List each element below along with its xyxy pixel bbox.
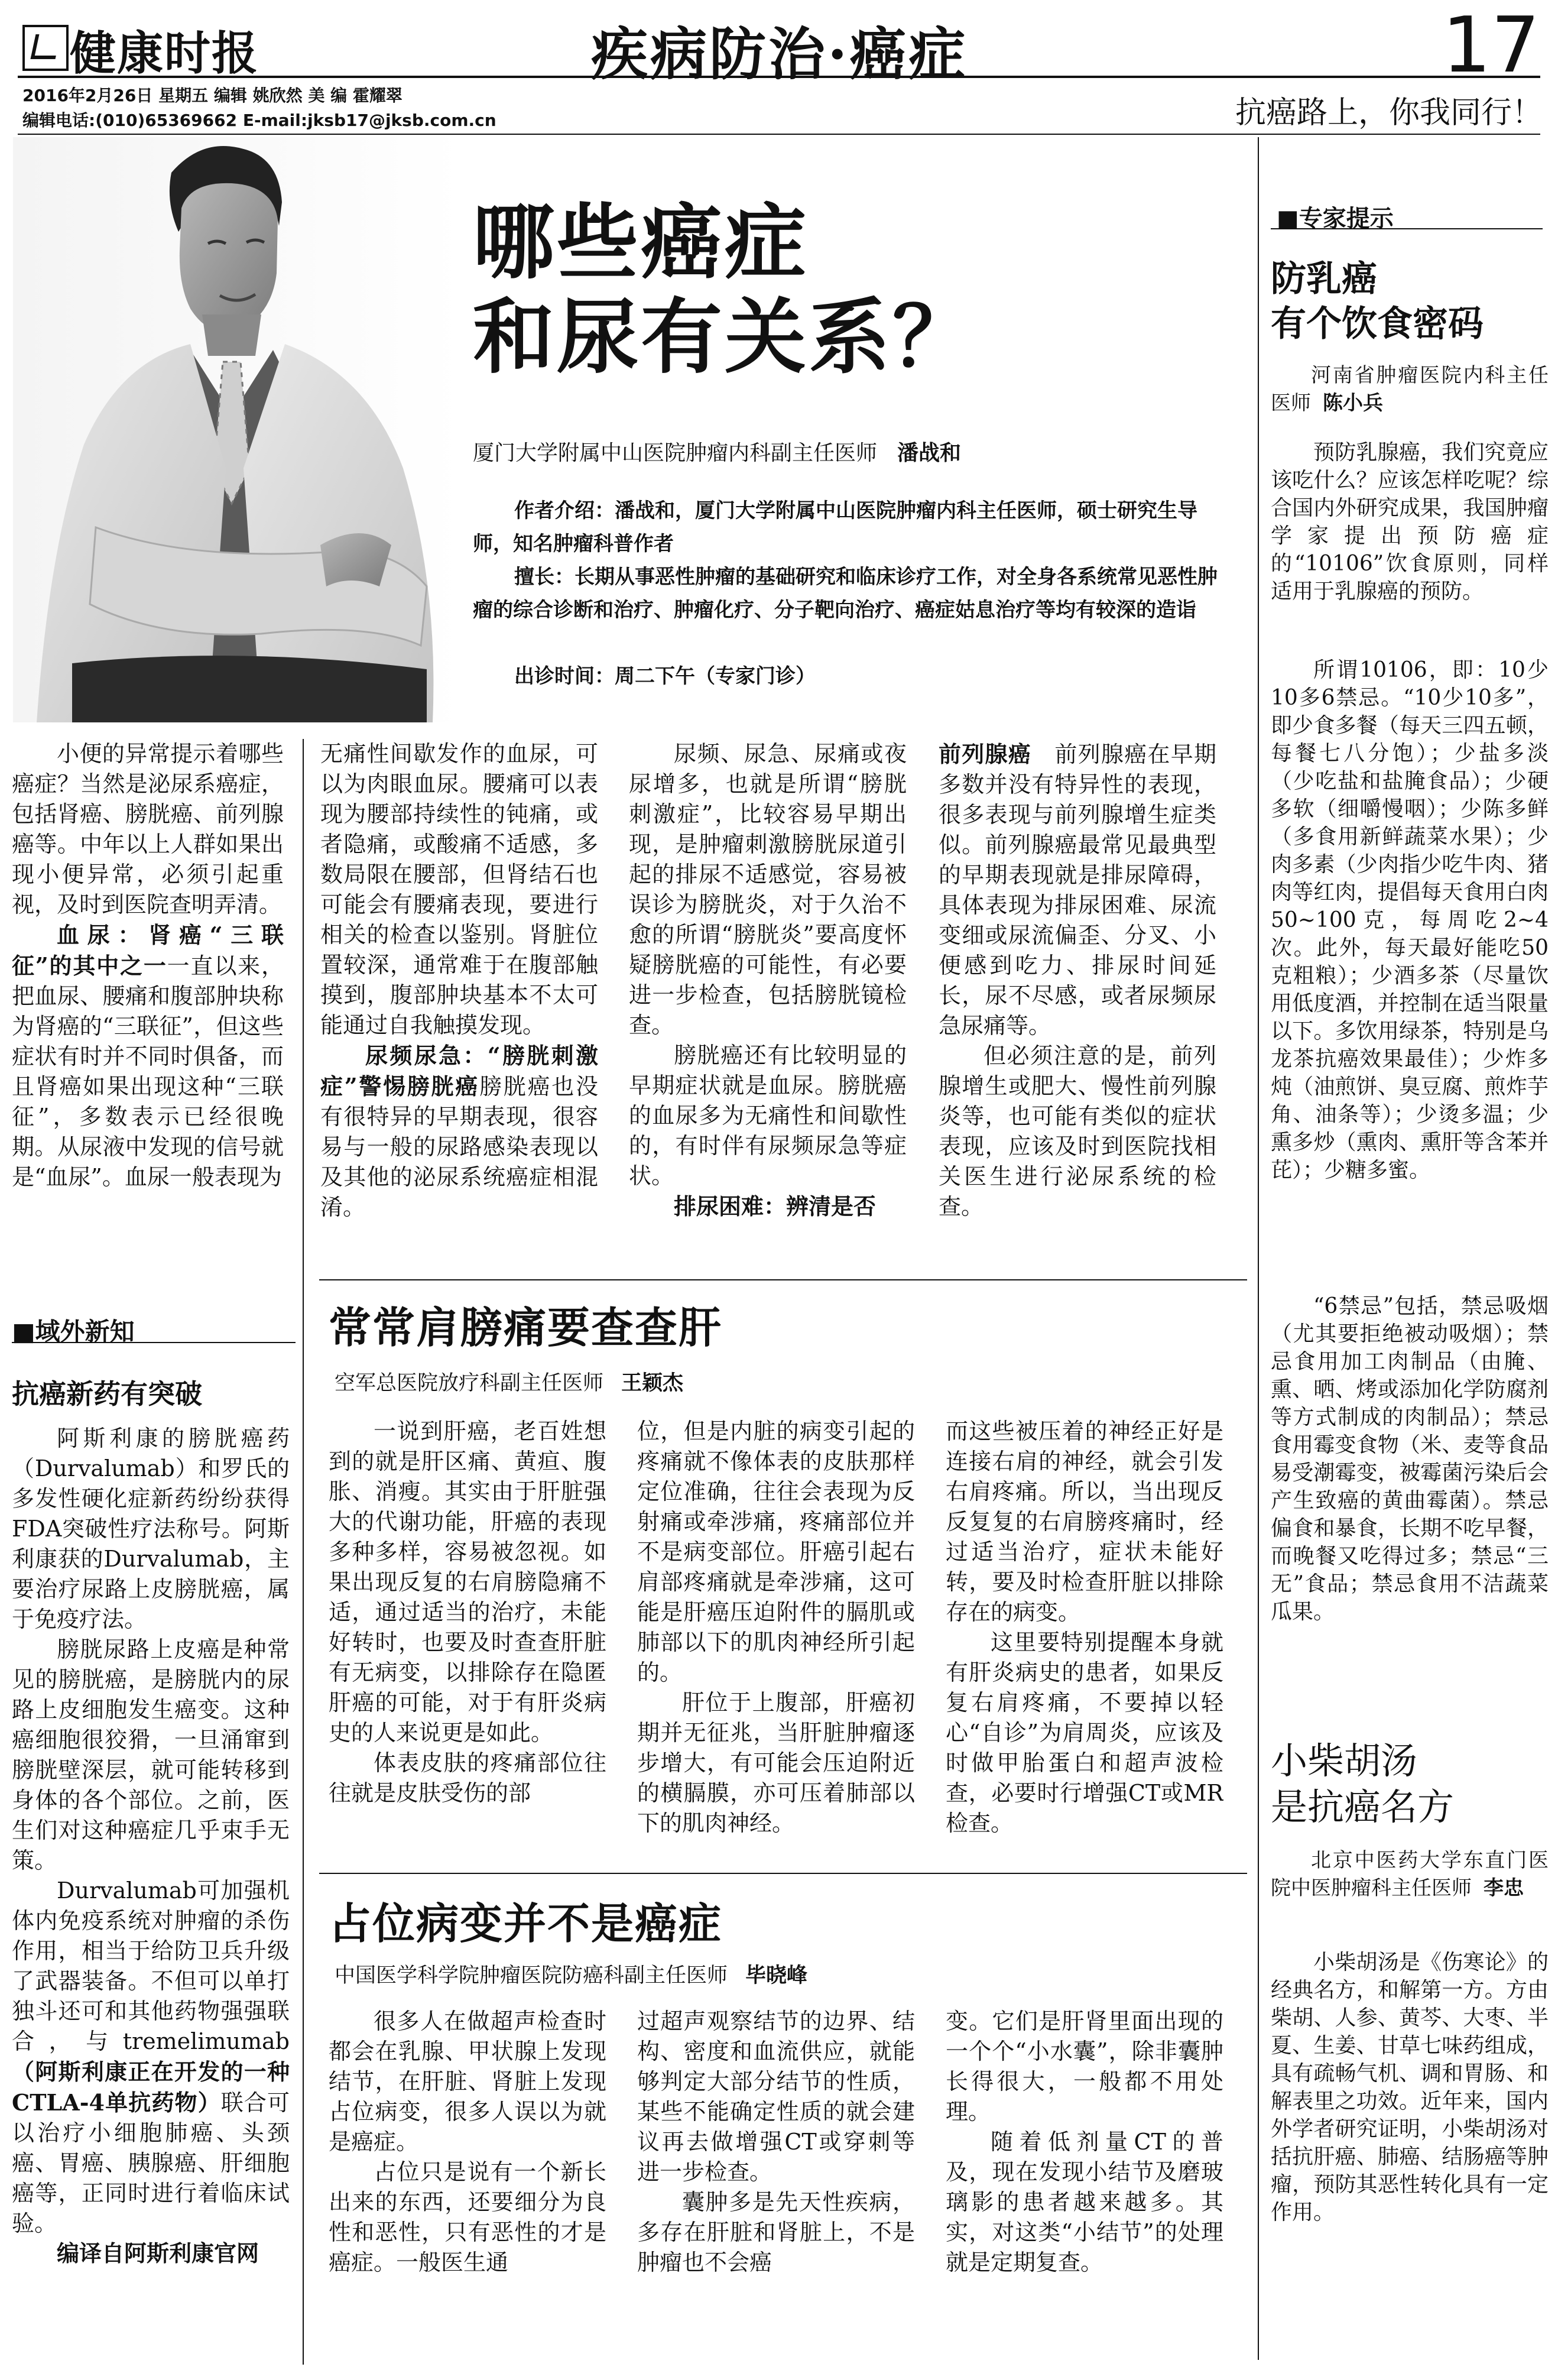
page-number: 17 (1442, 0, 1540, 90)
lesion-byline-org: 中国医学科学院肿瘤医院防癌科副主任医师 (335, 1964, 728, 1987)
lesion-col1-paragraph-1: 很多人在做超声检查时都会在乳腺、甲状腺上发现结节，在肝脏、肾脏上发现占位病变，很多人误以为就是癌症。 (329, 2008, 606, 2155)
meta-rule (18, 134, 1540, 135)
byline-org: 厦门大学附属中山医院肿瘤内科副主任医师 (473, 441, 878, 465)
news-title: 抗癌新药有突破 (12, 1378, 202, 1410)
sidebar-author-1: 河南省肿瘤医院内科主任医师 陈小兵 (1271, 364, 1549, 415)
sidebar-paragraph-4: 小柴胡汤是《伤寒论》的经典名方，和解第一方。方由柴胡、人参、黄芩、大枣、半夏、生姜、甘草七味药组成，具有疏畅气机、调和胃肠、和解表里之功效。近年来，国内外学者研究证明，小柴胡汤对括抗肝癌、肺癌、结肠癌等肿瘤，预防其恶性转化具有一定作用。 (1271, 1950, 1549, 2225)
news-label: ■域外新知 (12, 1317, 135, 1346)
shoulder-byline-name: 王颖杰 (621, 1371, 684, 1395)
newspaper-logo-icon (22, 25, 69, 71)
shoulder-col3-paragraph-1: 而这些被压着的神经正好是连接右肩的神经，就会引发右肩疼痛。所以，当出现反反复复的右肩膀疼痛时，经过适当治疗，症状未能好转，要及时检查肝脏以排除存在的病变。 (946, 1418, 1223, 1625)
lead-col1-paragraph-2: 一直以来，把血尿、腰痛和腹部肿块称为肾癌的“三联征”，但这些症状有时并不同时俱备，而且肾癌如果出现这种“三联征”，多数表示已经很晚期。从尿液中发现的信号就是“血尿”。血尿一般表现为 (12, 953, 284, 1190)
lead-col4-paragraph-1: 前列腺癌在早期多数并没有特异性的表现，很多表现与前列腺增生症类似。前列腺癌最常见最典型的早期表现就是排尿障碍，具体表现为排尿困难、尿流变细或尿流偏歪、分叉、小便感到吃力、排尿时间延长，尿不尽感，或者尿频尿急尿痛等。 (939, 741, 1216, 1039)
lead-column-2 (320, 739, 598, 1271)
shoulder-col2-paragraph-2: 肝位于上腹部，肝癌初期并无征兆，当肝脏肿瘤逐步增大，有可能会压迫附近的横膈膜，亦可压着肺部以下的肌肉神经。 (637, 1690, 915, 1836)
lead-article-bottom-rule (319, 1279, 1247, 1280)
intro-label: 作者介绍： (514, 499, 615, 523)
sidebar-divider (1258, 137, 1259, 2360)
news-paragraph-3b: （阿斯利康正在开发的一种CTLA-4单抗药物） (12, 2058, 290, 2116)
lesion-col3-paragraph-2: 随着低剂量CT的普及，现在发现小结节及磨玻璃影的患者越来越多。其实，对这类“小结节”的处理就是定期复查。 (946, 2129, 1223, 2275)
lesion-headline: 占位病变并不是癌症 (329, 1899, 723, 1948)
shoulder-col1-paragraph-2: 体表皮肤的疼痛部位往往就是皮肤受伤的部 (329, 1750, 606, 1806)
news-rule (12, 1342, 296, 1343)
lead-col3-subhead: 排尿困难：辨清是否 (674, 1193, 877, 1220)
shoulder-byline (335, 1367, 683, 1396)
sidebar-label: ■专家提示 (1277, 205, 1394, 232)
sidebar-paragraph-2: 所谓10106，即：10少10多6禁忌。“10少10多”，即少食多餐（每天三四五顿，每餐七八分饱）；少盐多淡（少吃盐和盐腌食品）；少硬多软（细嚼慢咽）；少陈多鲜（多食用新鲜蔬菜水果）；少肉多素（少肉指少吃牛肉、猪肉等红肉，提倡每天食用白肉50~100克，每周吃2~4次。此外，每天最好能吃50克粗粮）；少酒多茶（尽量饮用低度酒，并控制在适当限量以下。多饮用绿茶，特别是乌龙茶抗癌效果最佳）；少炸多炖（油煎饼、臭豆腐、煎炸芋角、油条等）；少烫多温；少熏多炒（熏肉、熏肝等含苯并芘）；少糖多蜜。 (1271, 658, 1549, 1182)
author-skill (473, 560, 1223, 627)
slogan: 抗癌路上，你我同行！ (1235, 95, 1543, 131)
sidebar-title-1-line-1: 防乳癌 (1271, 258, 1377, 300)
sidebar-title-2-line-2: 是抗癌名方 (1271, 1785, 1455, 1828)
news-source: 编译自阿斯利康官网 (57, 2240, 259, 2266)
lesion-col2-paragraph-1: 过超声观察结节的边界、结构、密度和血流供应，就能够判定大部分结节的性质，某些不能确定性质的就会建议再去做增强CT或穿刺等进一步检查。 (637, 2008, 915, 2185)
sidebar-title-1-line-2: 有个饮食密码 (1271, 303, 1484, 345)
shoulder-col1-paragraph-1: 一说到肝癌，老百姓想到的就是肝区痛、黄疸、腹胀、消瘦。其实由于肝脏强大的代谢功能，肝癌的表现多种多样，容易被忽视。如果出现反复的右肩膀隐痛不适，通过适当的治疗，未能好转时，也要及时查查肝脏有无病变，以排除存在隐匿肝癌的可能，对于有肝炎病史的人来说更是如此。 (329, 1418, 606, 1746)
sidebar-title-2-line-1: 小柴胡汤 (1271, 1739, 1418, 1782)
lead-col2-paragraph-1: 无痛性间歇发作的血尿，可以为肉眼血尿。腰痛可以表现为腰部持续性的钝痛，或者隐痛，或酸痛不适感，多数局限在腰部，但肾结石也可能会有腰痛表现，要进行相关的检查以鉴别。肾脏位置较深，通常难于在腹部触摸到，腹部肿块基本不太可能通过自我触摸发现。 (320, 741, 598, 1038)
masthead-rule (18, 76, 1540, 78)
lead-col4-paragraph-2: 但必须注意的是，前列腺增生或肥大、慢性前列腺炎等，也可能有类似的症状表现，应该及时到医院找相关医生进行泌尿系统的检查。 (939, 1043, 1216, 1220)
news-paragraph-2: 膀胱尿路上皮癌是种常见的膀胱癌，是膀胱内的尿路上皮细胞发生癌变。这种癌细胞很狡猾，一旦涌窜到膀胱壁深层，就可能转移到身体的各个部位。之前，医生们对这种癌症几乎束手无策。 (12, 1636, 290, 1873)
headline-line-2: 和尿有关系？ (473, 288, 977, 385)
news-paragraph-1: 阿斯利康的膀胱癌药（Durvalumab）和罗氏的多发性硬化症新药纷纷获得FDA突破性疗法称号。阿斯利康获的Durvalumab，主要治疗尿路上皮膀胱癌，属于免疫疗法。 (12, 1425, 290, 1632)
paper-name: 健康时报 (70, 27, 259, 80)
skill-label: 擅长： (514, 565, 574, 589)
sidebar-paragraph-3: “6禁忌”包括，禁忌吸烟（尤其要拒绝被动吸烟）；禁忌食用加工肉制品（由腌、熏、晒、烤或添加化学防腐剂等方式制成的肉制品）；禁忌食用霉变食物（米、麦等食品易受潮霉变，被霉菌污染后会产生致癌的黄曲霉菌）。禁忌偏食和暴食，长期不吃早餐，而晚餐又吃得过多；禁忌“三无”食品；禁忌食用不洁蔬菜瓜果。 (1271, 1294, 1549, 1624)
lesion-col2-paragraph-2: 囊肿多是先天性疾病，多存在肝脏和肾脏上，不是肿瘤也不会癌 (637, 2189, 915, 2275)
lead-col2-paragraph-2: 膀胱癌也没有很特异的早期表现，很容易与一般的尿路感染表现以及其他的泌尿系统癌症相混淆。 (320, 1074, 598, 1220)
shoulder-column-3 (946, 1416, 1223, 1878)
left-column-divider (303, 739, 304, 2365)
clinic-text: 周二下午（专家门诊） (615, 664, 816, 688)
shoulder-byline-org: 空军总医院放疗科副主任医师 (335, 1371, 604, 1395)
sidebar-author-2: 北京中医药大学东直门医院中医肿瘤科主任医师 李忠 (1271, 1849, 1549, 1900)
lesion-column-2 (637, 2006, 915, 2373)
main-headline (473, 195, 1182, 384)
contact-line: 编辑电话:(010)65369662 E-mail:jksb17@jksb.com.cn (22, 111, 496, 130)
headline-line-1: 哪些癌症 (473, 194, 809, 290)
doctor-portrait (13, 137, 462, 722)
news-body (12, 1424, 290, 2369)
lesion-column-3 (946, 2006, 1223, 2373)
news-paragraph-3a: Durvalumab可加强机体内免疫系统对肿瘤的杀伤作用，相当于给防卫兵升级了武器装备。不但可以单打独斗还可和其他药物强强联合，与tremelimumab (12, 1878, 290, 2054)
author-intro (473, 494, 1223, 560)
sidebar-title-2 (1271, 1738, 1543, 1830)
news-paragraph-3c: 联合可以治疗小细胞肺癌、头颈癌、胃癌、胰腺癌、肝细胞癌等，正同时进行着临床试验。 (12, 2090, 290, 2236)
byline-name: 潘战和 (897, 441, 962, 465)
skill-text: 长期从事恶性肿瘤的基础研究和临床诊疗工作，对全身各系统常见恶性肿瘤的综合诊断和治疗、肿瘤化疗、分子靶向治疗、癌症姑息治疗等均有较深的造诣 (473, 565, 1218, 622)
date-editor-line: 2016年2月26日 星期五 编辑 姚欣然 美 编 霍耀翠 (22, 86, 403, 105)
lesion-col3-paragraph-1: 变。它们是肝肾里面出现的一个个“小水囊”，除非囊肿长得很大，一般都不用处理。 (946, 2008, 1223, 2125)
lead-col4-subhead: 前列腺癌 (939, 741, 1032, 767)
sidebar-rule (1271, 228, 1543, 229)
lead-col3-paragraph-2: 膀胱癌还有比较明显的早期症状就是血尿。膀胱癌的血尿多为无痛性和间歇性的，有时伴有尿频尿急等症状。 (629, 1042, 907, 1189)
lead-col1-subhead: 血尿：肾癌“三联征”的其中之一 (12, 922, 284, 979)
lesion-column-1 (329, 2006, 606, 2373)
sidebar-paragraph-1: 预防乳腺癌，我们究竟应该吃什么？应该怎样吃呢？综合国内外研究成果，我国肿瘤学家提出预防癌症的“10106”饮食原则，同样适用于乳腺癌的预防。 (1271, 440, 1549, 604)
lead-col2-subhead: 尿频尿急：“膀胱刺激症”警惕膀胱癌 (320, 1042, 598, 1100)
lead-col3-paragraph-1: 尿频、尿急、尿痛或夜尿增多，也就是所谓“膀胱刺激症”，比较容易早期出现，是肿瘤刺激膀胱尿道引起的排尿不适感觉，容易被误诊为膀胱炎，对于久治不愈的所谓“膀胱炎”要高度怀疑膀胱癌的可能性，有必要进一步检查，包括膀胱镜检查。 (629, 741, 907, 1038)
shoulder-col3-paragraph-2: 这里要特别提醒本身就有肝炎病史的患者，如果反复右肩疼痛，不要掉以轻心“自诊”为肩周炎，应该及时做甲胎蛋白和超声波检查，必要时行增强CT或MR检查。 (946, 1629, 1223, 1836)
intro-text: 潘战和，厦门大学附属中山医院肿瘤内科主任医师，硕士研究生导师，知名肿瘤科普作者 (473, 499, 1197, 556)
shoulder-headline: 常常肩膀痛要查查肝 (329, 1303, 723, 1353)
sidebar-title-1 (1271, 257, 1543, 346)
lesion-col1-paragraph-2: 占位只是说有一个新长出来的东西，还要细分为良性和恶性，只有恶性的才是癌症。一般医生通 (329, 2159, 606, 2275)
lesion-byline-name: 毕晓峰 (745, 1964, 808, 1987)
lead-column-4 (939, 739, 1216, 1271)
lead-col1-paragraph-1: 小便的异常提示着哪些癌症？当然是泌尿系癌症，包括肾癌、膀胱癌、前列腺癌等。中年以上人群如果出现小便异常，必须引起重视，及时到医院查明弄清。 (12, 741, 284, 917)
lesion-byline (335, 1959, 807, 1989)
lead-column-3 (629, 739, 907, 1271)
shoulder-article-bottom-rule (319, 1873, 1247, 1874)
lead-column-1 (12, 739, 284, 1271)
shoulder-column-2 (637, 1416, 915, 1878)
shoulder-col2-paragraph-1: 位，但是内脏的病变引起的疼痛就不像体表的皮肤那样定位准确，往往会表现为反射痛或牵涉痛，疼痛部位并不是病变部位。肝癌引起右肩部疼痛就是牵涉痛，这可能是肝癌压迫附件的膈肌或肺部以下的肌肉神经所引起的。 (637, 1418, 915, 1685)
clinic-label: 出诊时间： (514, 664, 615, 688)
shoulder-column-1 (329, 1416, 606, 1878)
section-title: 疾病防治·癌症 (591, 21, 968, 87)
clinic-time (473, 660, 1223, 693)
main-byline (473, 436, 961, 466)
